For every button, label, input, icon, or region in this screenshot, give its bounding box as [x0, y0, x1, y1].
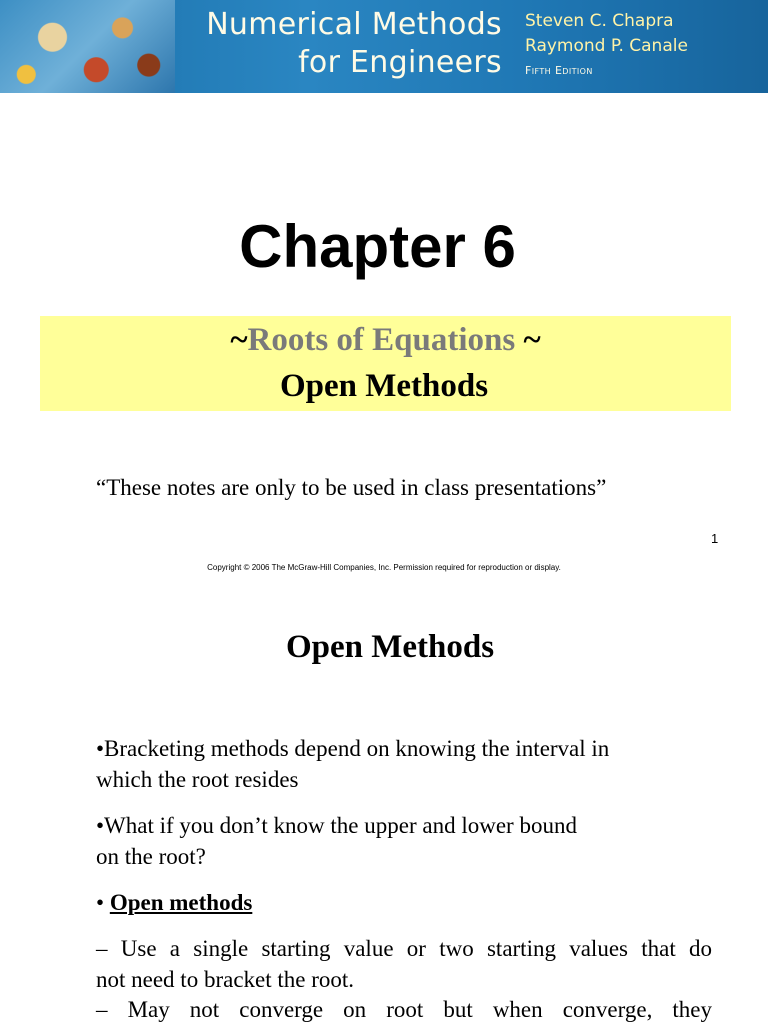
slide-title: Open Methods: [285, 629, 495, 665]
page-number: 1: [711, 531, 719, 546]
subtitle-topic-text: Roots of Equations: [247, 322, 516, 358]
book-title-line1: Numerical Methods: [206, 7, 502, 42]
sub-bullet-convergence: [96, 994, 712, 1025]
book-authors: [525, 9, 688, 59]
bullet-open-methods: [96, 887, 712, 918]
subtitle-topic: [40, 322, 731, 359]
book-edition: Fifth Edition: [525, 64, 593, 77]
sub-bullet-starting-values: [96, 933, 712, 995]
chapter-heading: Chapter 6: [239, 213, 516, 280]
bullet-bracketing-line1: •Bracketing methods depend on knowing the interval in: [96, 736, 610, 761]
book-title-line2: for Engineers: [298, 45, 502, 80]
sub-bullet-starting-values-line2: not need to bracket the root.: [96, 967, 355, 992]
author-1: Steven C. Chapra: [525, 11, 674, 31]
author-2: Raymond P. Canale: [525, 36, 688, 56]
bullet-bracketing-line2: which the root resides: [96, 767, 299, 792]
book-title: [172, 6, 502, 82]
sub-bullet-convergence-line1: – May not converge on root but when converge, they: [96, 997, 712, 1022]
sub-bullet-starting-values-line1: – Use a single starting value or two starting values that do: [96, 936, 712, 961]
subtitle-tilde-right: ~: [515, 322, 541, 358]
bullet-unknown-bounds-line2: on the root?: [96, 844, 206, 869]
bullet-unknown-bounds-line1: •What if you don’t know the upper and lower bound: [96, 813, 577, 838]
usage-note: “These notes are only to be used in class presentations”: [96, 475, 607, 500]
book-banner: [0, 0, 768, 93]
subtitle-tilde-left: ~: [230, 322, 248, 358]
subtitle-open-methods: Open Methods: [279, 368, 489, 404]
copyright-notice: Copyright © 2006 The McGraw-Hill Companies, Inc. Permission required for reproduction or display.: [207, 563, 561, 572]
cover-illustration: [0, 0, 175, 93]
bullet-unknown-bounds: [96, 810, 712, 872]
bullet-marker: •: [96, 890, 110, 915]
open-methods-label: Open methods: [109, 890, 253, 915]
bullet-bracketing: [96, 733, 712, 795]
